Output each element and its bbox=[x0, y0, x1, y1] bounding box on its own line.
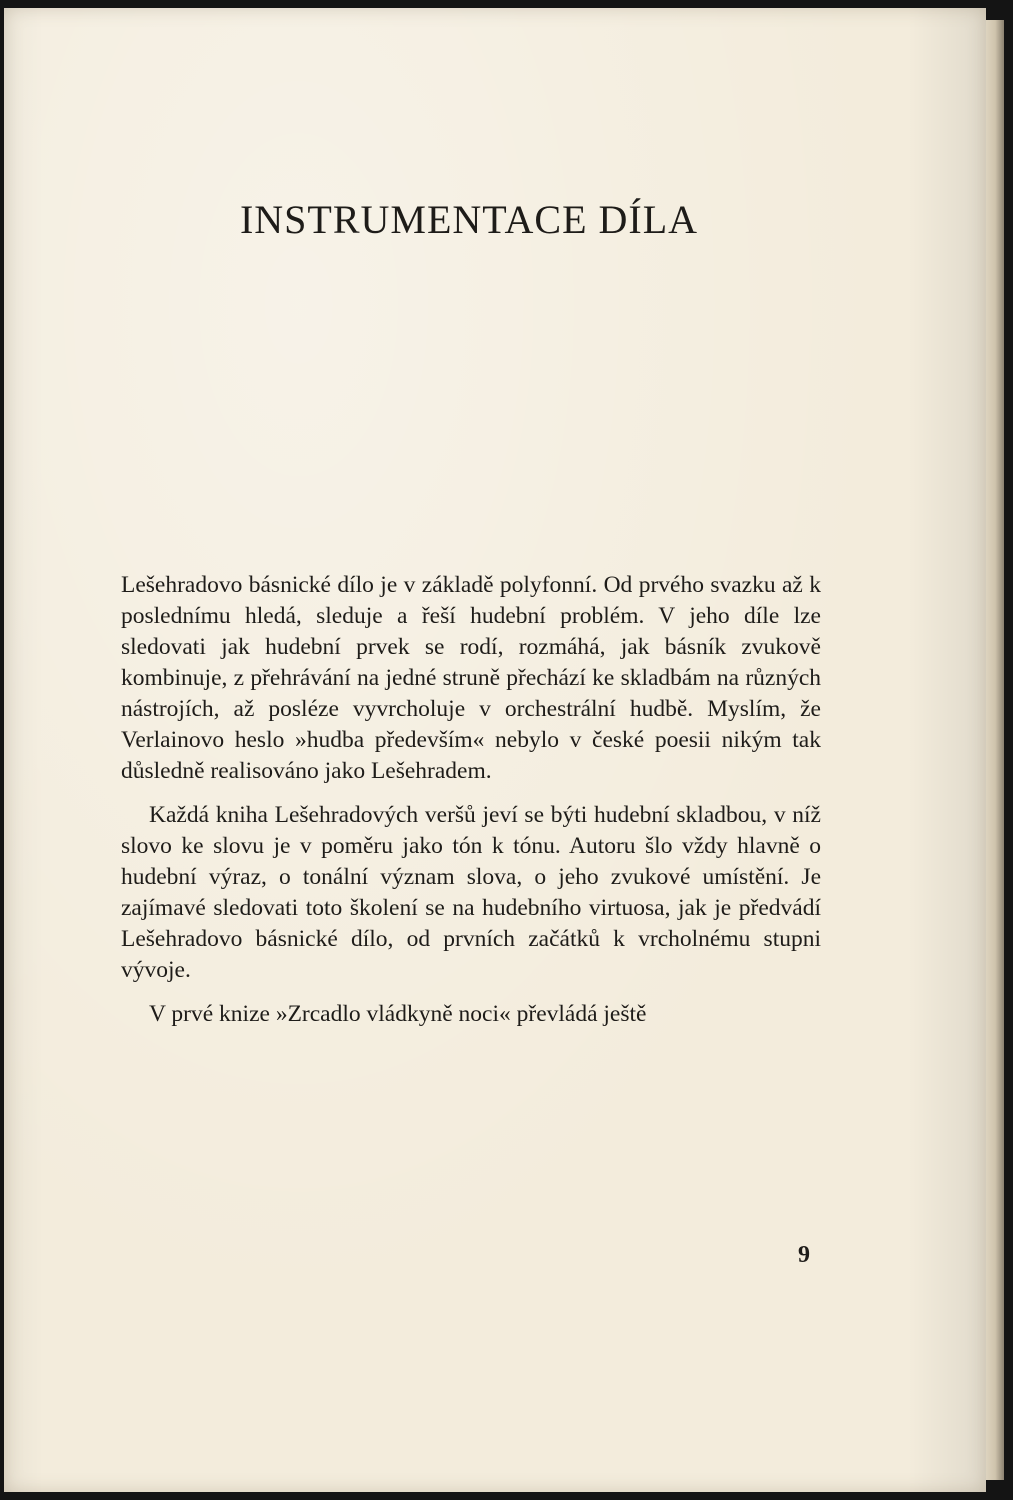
paragraph-2: Každá kniha Lešehradových veršů jeví se býti hudební skladbou, v níž slovo ke slovu je v poměru jako tón k tónu. Autoru šlo vždy hlavně o hudební výraz, o tonální význam slova, o jeho zvukové umístění. Je zajímavé sledovati toto školení se na hudebního virtuosa, jak je předvádí Lešehradovo básnické dílo, od prvních začátků k vrcholnému stupni vývoje. bbox=[121, 802, 821, 983]
chapter-title: INSTRUMENTACE DÍLA bbox=[239, 197, 699, 242]
paragraph-1: Lešehradovo básnické dílo je v základě polyfonní. Od prvého svazku až k poslednímu hledá, sleduje a řeší hudební problém. V jeho díle lze sledovati jak hudební prvek se rodí, rozmáhá, jak básník zvukově kombinuje, z přehrávání na jedné struně přechází ke skladbám na různých nástrojích, až posléze vyvrcholuje v orchestrální hudbě. Myslím, že Verlainovo heslo »hudba především« nebylo v české poesii nikým tak důsledně realisováno jako Lešehradem. bbox=[121, 572, 821, 784]
book-page bbox=[4, 8, 986, 1492]
page-number: 9 bbox=[798, 1242, 810, 1268]
paragraph-3: V prvé knize »Zrcadlo vládkyně noci« převládá ještě bbox=[149, 1001, 647, 1027]
body-text bbox=[121, 570, 821, 1043]
